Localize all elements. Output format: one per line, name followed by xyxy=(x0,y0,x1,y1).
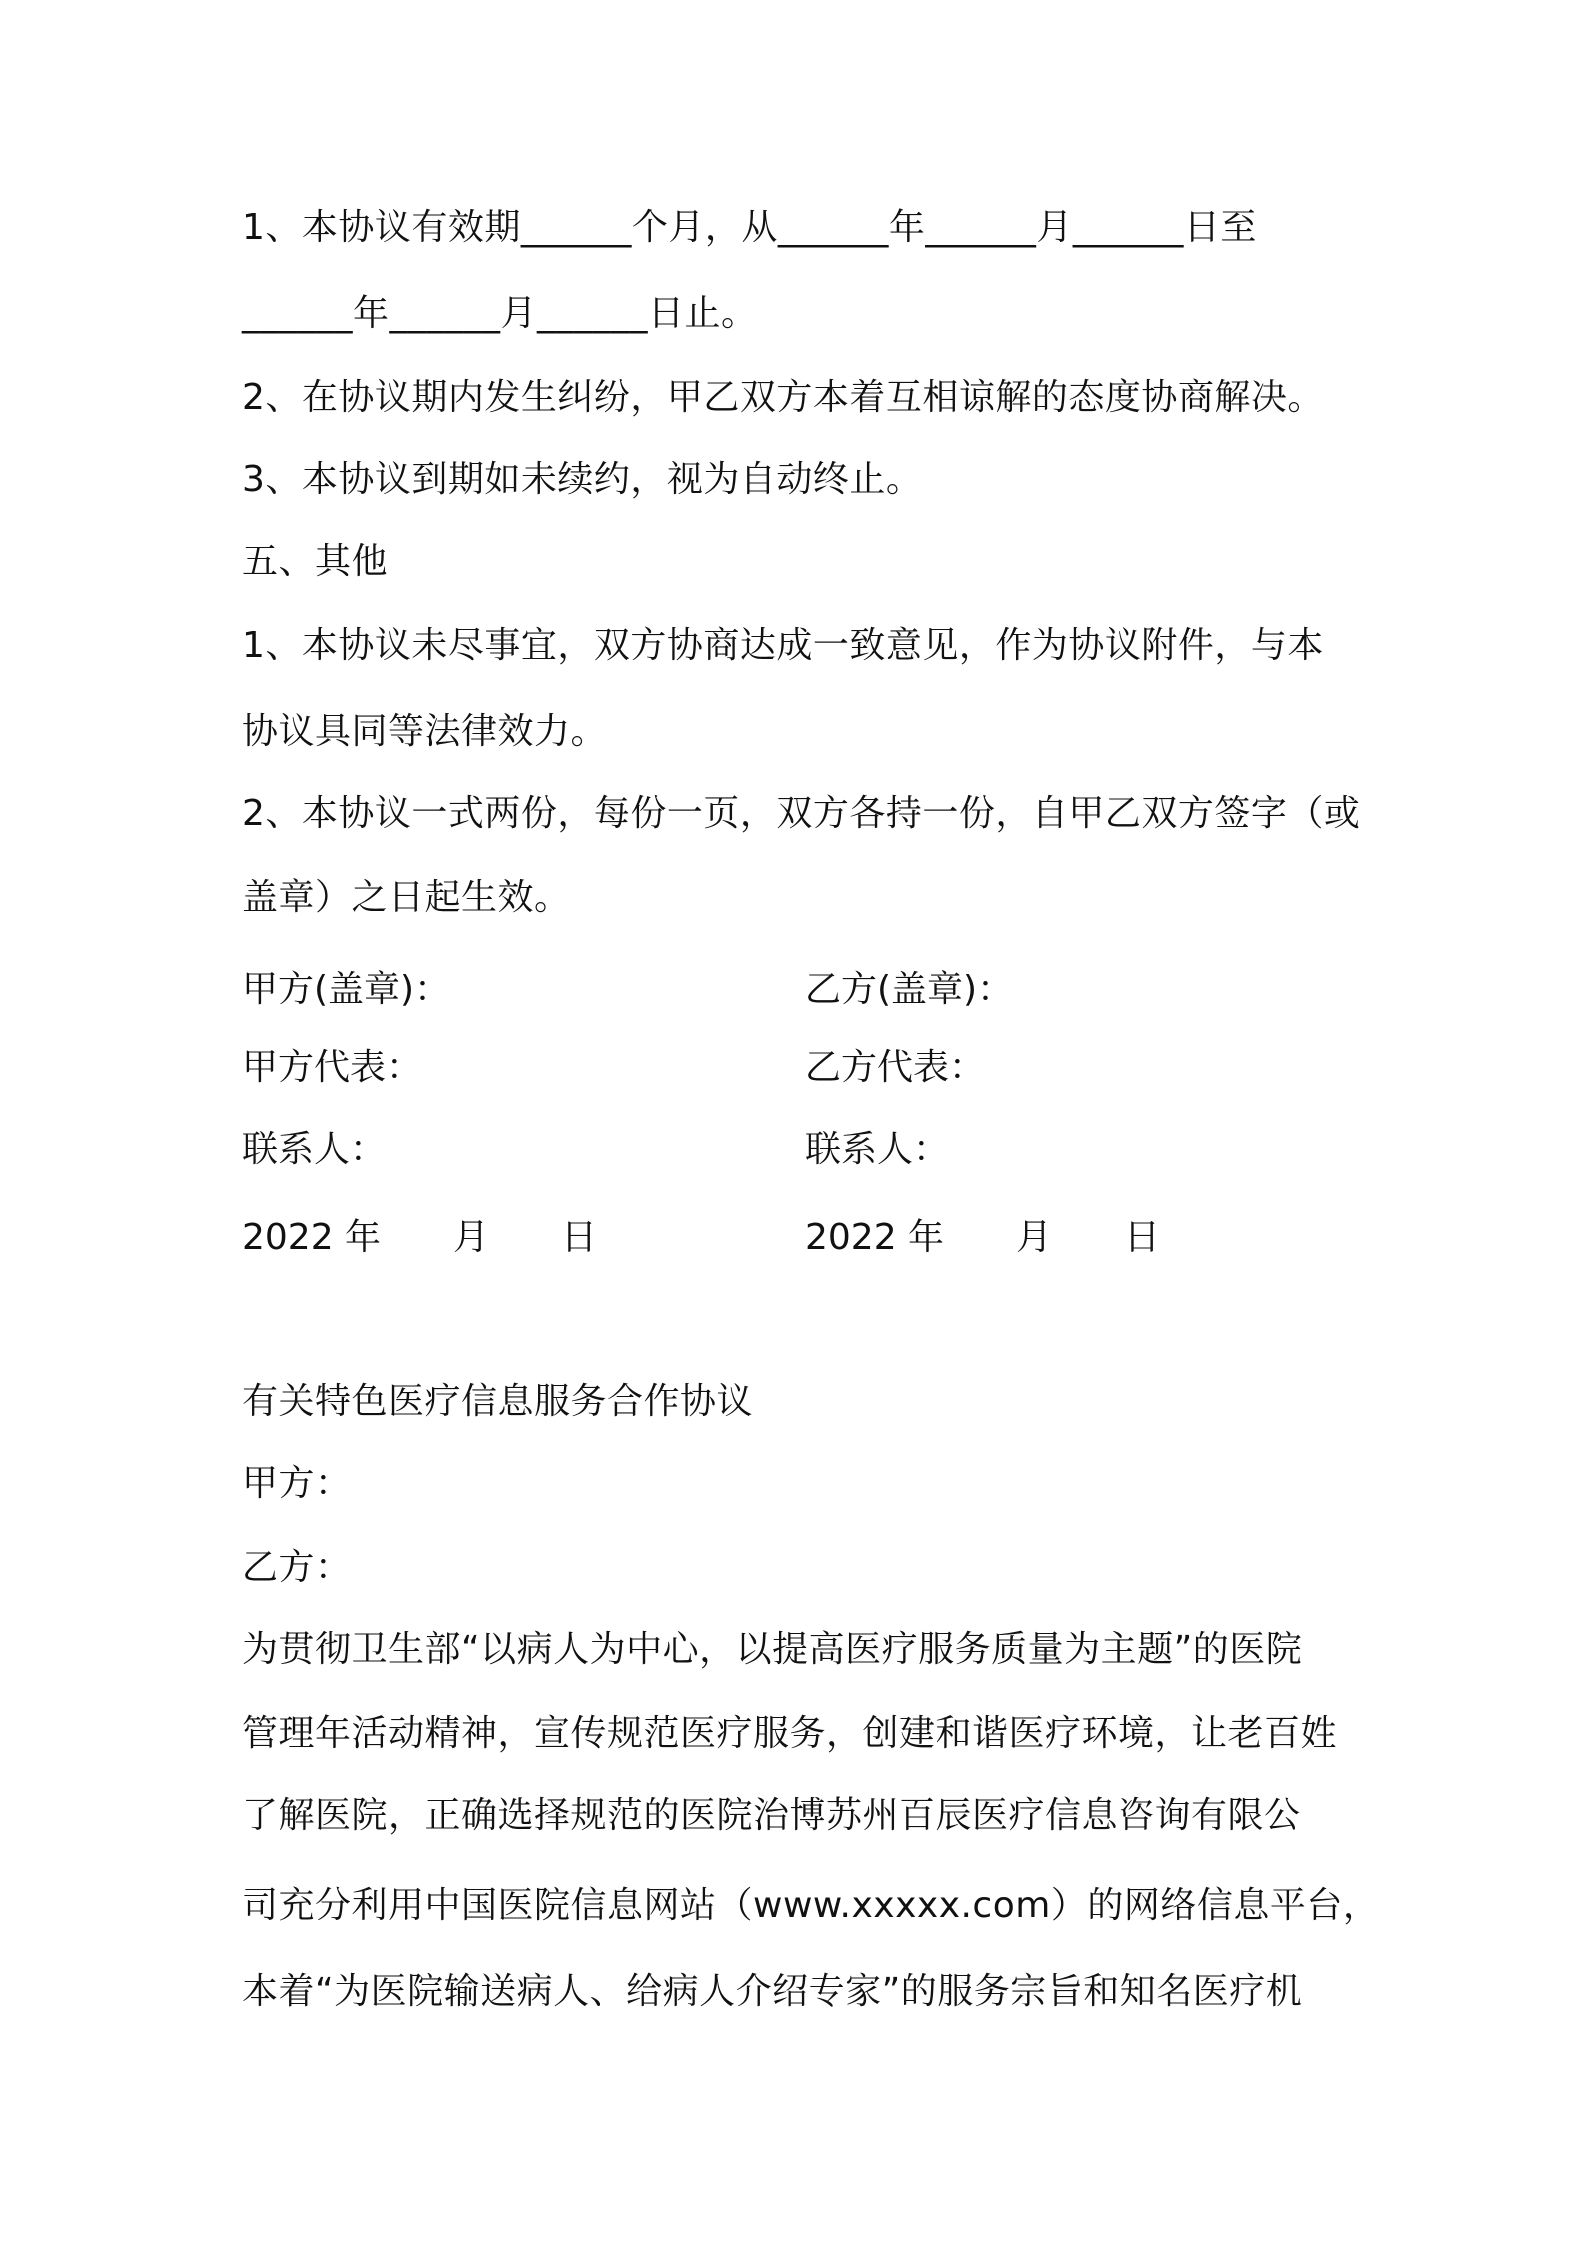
party-b-label: 乙方： xyxy=(242,1547,352,1588)
preamble-line-2: 管理年活动精神，宣传规范医疗服务，创建和谐医疗环境，让老百姓 xyxy=(242,1713,1338,1754)
preamble-line-3: 了解医院，正确选择规范的医院治博苏州百辰医疗信息咨询有限公 xyxy=(242,1795,1301,1836)
party-a-seal-label: 甲方(盖章)： xyxy=(242,969,451,1010)
agreement-title: 有关特色医疗信息服务合作协议 xyxy=(242,1381,754,1422)
date-a: 2022 年 月 日 xyxy=(242,1217,598,1258)
preamble-line-1: 为贯彻卫生部“以病人为中心，以提高医疗服务质量为主题”的医院 xyxy=(242,1629,1303,1670)
section-heading-other: 五、其他 xyxy=(242,541,389,582)
date-b: 2022 年 月 日 xyxy=(805,1217,1161,1258)
party-b-rep-label: 乙方代表： xyxy=(805,1047,986,1088)
party-b-seal-label: 乙方(盖章)： xyxy=(805,969,1014,1010)
other-item-1-line-2: 协议具同等法律效力。 xyxy=(242,711,608,752)
other-item-1-line-1: 1、本协议未尽事宜，双方协商达成一致意见，作为协议附件，与本 xyxy=(242,625,1324,666)
contact-b-label: 联系人： xyxy=(805,1129,950,1170)
term-1-line-2: ______年______月______日止。 xyxy=(242,293,758,334)
preamble-line-5: 本着“为医院输送病人、给病人介绍专家”的服务宗旨和知名医疗机 xyxy=(242,1971,1303,2012)
party-a-label: 甲方： xyxy=(242,1463,352,1504)
contact-a-label: 联系人： xyxy=(242,1129,387,1170)
other-item-2-line-2: 盖章）之日起生效。 xyxy=(242,877,571,918)
other-item-2-line-1: 2、本协议一式两份，每份一页，双方各持一份，自甲乙双方签字（或 xyxy=(242,793,1361,834)
term-1-line-1: 1、本协议有效期______个月，从______年______月______日至 xyxy=(242,207,1257,248)
term-2: 2、在协议期内发生纠纷，甲乙双方本着互相谅解的态度协商解决。 xyxy=(242,377,1324,418)
term-3: 3、本协议到期如未续约，视为自动终止。 xyxy=(242,459,923,500)
party-a-rep-label: 甲方代表： xyxy=(242,1047,423,1088)
preamble-line-4: 司充分利用中国医院信息网站（www.xxxxx.com）的网络信息平台， xyxy=(242,1885,1380,1926)
